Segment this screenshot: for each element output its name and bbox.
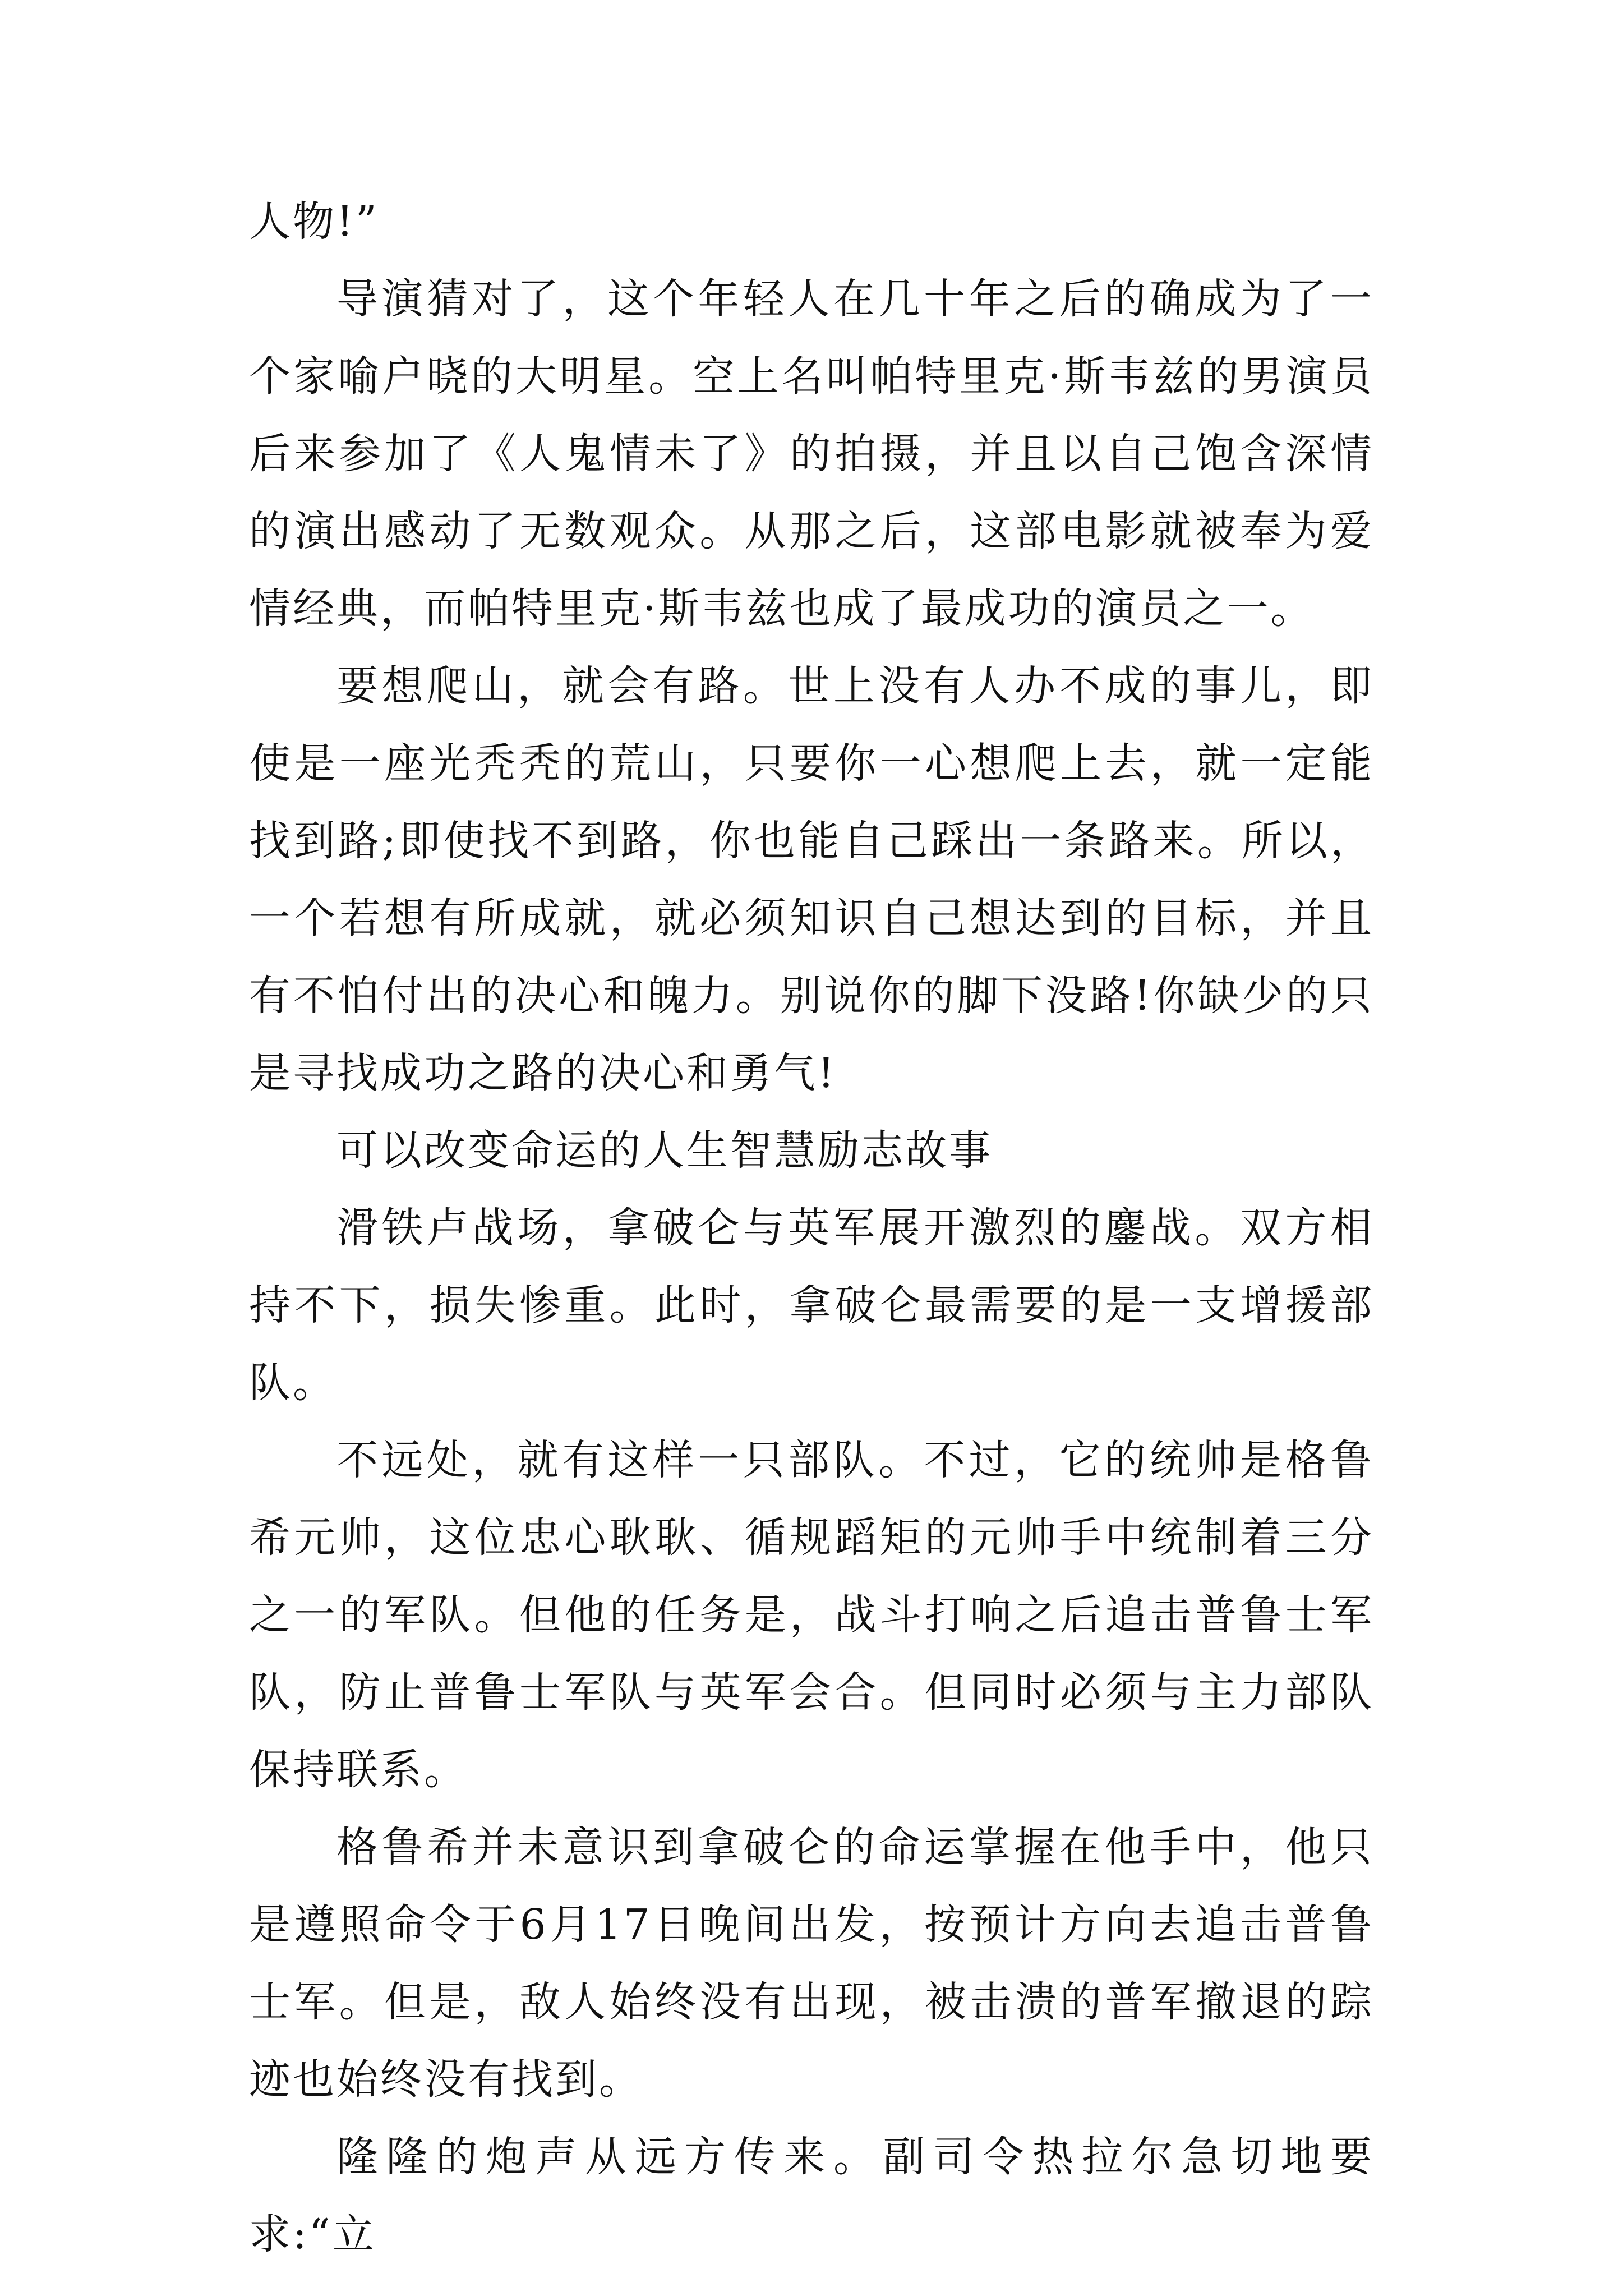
paragraph-waterloo: 滑铁卢战场，拿破仑与英军展开激烈的鏖战。双方相持不下，损失惨重。此时，拿破仑最需要的是一支增援部队。 — [249, 1204, 1374, 1407]
paragraph-climb-mountain: 要想爬山，就会有路。世上没有人办不成的事儿，即使是一座光秃秃的荒山，只要你一心想爬上去，就一定能找到路;即使找不到路，你也能自己踩出一条路来。所以，一个若想有所成就，就必须知识自己想达到的目标，并且有不怕付出的决心和魄力。别说你的脚下没路!你缺少的只是寻找成功之路的决心和勇气! — [249, 662, 1374, 1097]
paragraph-grouchy-march: 格鲁希并未意识到拿破仑的命运掌握在他手中，他只是遵照命令于6月17日晚间出发，按预计方向去追击普鲁士军。但是，敌人始终没有出现，被击溃的普军撤退的踪迹也始终没有找到。 — [249, 1823, 1374, 2104]
paragraph-cannon-sound: 隆隆的炮声从远方传来。副司令热拉尔急切地要求:“立 — [249, 2133, 1374, 2258]
body-text — [249, 183, 1374, 2273]
paragraph-director-guess: 导演猜对了，这个年轻人在几十年之后的确成为了一个家喻户晓的大明星。空上名叫帕特里克·斯韦兹的男演员后来参加了《人鬼情未了》的拍摄，并且以自己饱含深情的演出感动了无数观众。从那之后，这部电影就被奉为爱情经典，而帕特里克·斯韦兹也成了最成功的演员之一。 — [249, 275, 1374, 633]
paragraph-continuation: 人物!” — [249, 197, 379, 246]
section-heading: 可以改变命运的人生智慧励志故事 — [336, 1126, 993, 1175]
paragraph-grouchy-army: 不远处，就有这样一只部队。不过，它的统帅是格鲁希元帅，这位忠心耿耿、循规蹈矩的元帅手中统制着三分之一的军队。但他的任务是，战斗打响之后追击普鲁士军队，防止普鲁士军队与英军会合。但同时必须与主力部队保持联系。 — [249, 1436, 1374, 1794]
